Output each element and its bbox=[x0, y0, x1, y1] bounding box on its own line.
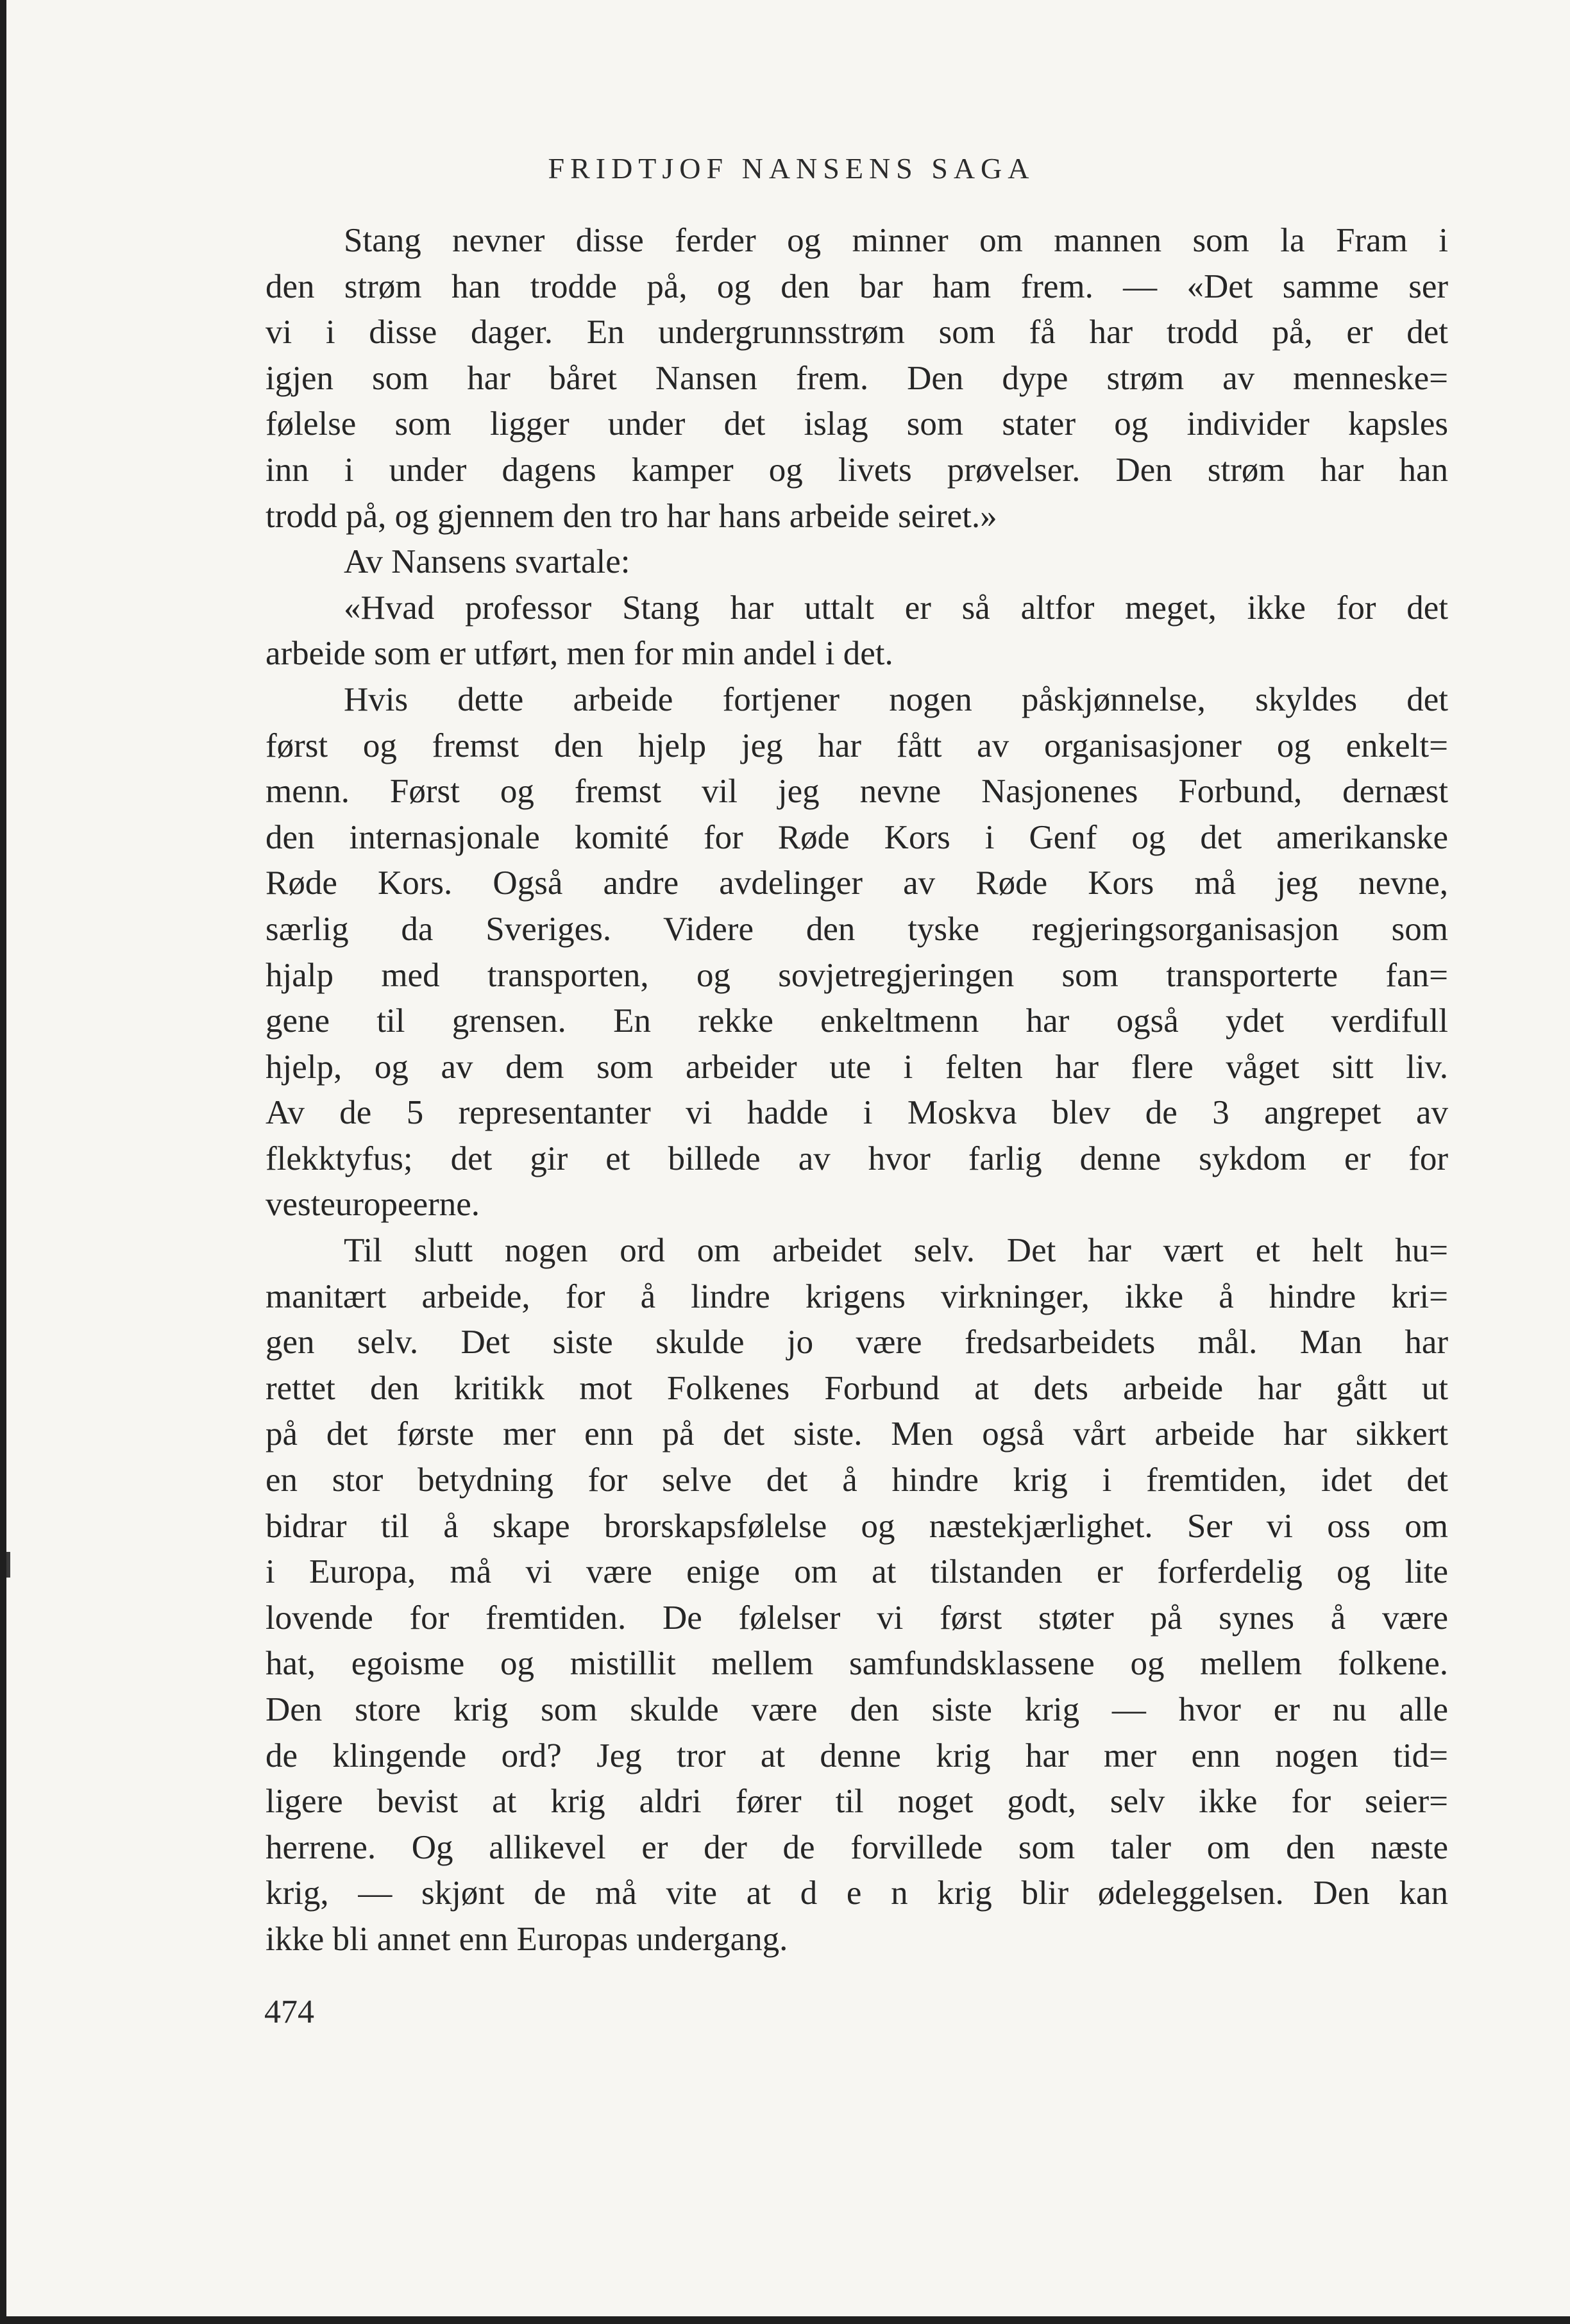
text-line: vi i disse dager. En undergrunnsstrøm som få har trodd på, er det bbox=[266, 314, 1448, 351]
text-line: ikke bli annet enn Europas undergang. bbox=[266, 1920, 788, 1958]
text-line: hat, egoisme og mistillit mellem samfundsklassene og mellem folkene. bbox=[266, 1645, 1448, 1683]
text-line: gen selv. Det siste skulde jo være fredsarbeidets mål. Man har bbox=[266, 1324, 1448, 1361]
text-line: Hvis dette arbeide fortjener nogen påskjønnelse, skyldes det bbox=[344, 680, 1448, 718]
text-line: gene til grensen. En rekke enkeltmenn har også ydet verdifull bbox=[266, 1002, 1448, 1040]
text-line: igjen som har båret Nansen frem. Den dype strøm av menneske= bbox=[266, 359, 1448, 397]
text-line: først og fremst den hjelp jeg har fått av organisasjoner og enkelt= bbox=[266, 727, 1448, 764]
text-line: rettet den kritikk mot Folkenes Forbund at dets arbeide har gått ut bbox=[266, 1369, 1448, 1407]
text-line: herrene. Og allikevel er der de forvillede som taler om den næste bbox=[266, 1828, 1448, 1866]
text-line: vesteuropeerne. bbox=[266, 1186, 480, 1224]
text-line: følelse som ligger under det islag som stater og individer kapsles bbox=[266, 405, 1448, 443]
running-head: FRIDTJOF NANSENS SAGA bbox=[548, 152, 1035, 185]
text-line: flekktyfus; det gir et billede av hvor farlig denne sykdom er for bbox=[266, 1140, 1448, 1177]
text-line: arbeide som er utført, men for min andel i det. bbox=[266, 635, 893, 673]
text-line: Stang nevner disse ferder og minner om mannen som la Fram i bbox=[344, 222, 1448, 259]
text-line: manitært arbeide, for å lindre krigens virkninger, ikke å hindre kri= bbox=[266, 1277, 1448, 1315]
text-line: menn. Først og fremst vil jeg nevne Nasjonenes Forbund, dernæst bbox=[266, 773, 1448, 811]
text-line: Av de 5 representanter vi hadde i Moskva blev de 3 angrepet av bbox=[266, 1094, 1448, 1132]
text-line: Av Nansens svartale: bbox=[344, 543, 630, 581]
text-line: lovende for fremtiden. De følelser vi først støter på synes å være bbox=[266, 1599, 1448, 1637]
text-line: krig, — skjønt de må vite at d e n krig blir ødeleggelsen. Den kan bbox=[266, 1874, 1448, 1912]
text-line: den strøm han trodde på, og den bar ham frem. — «Det samme ser bbox=[266, 267, 1448, 305]
text-line: i Europa, må vi være enige om at tilstanden er forferdelig og lite bbox=[266, 1553, 1448, 1591]
text-line: ligere bevist at krig aldri fører til noget godt, selv ikke for seier= bbox=[266, 1783, 1448, 1821]
text-line: bidrar til å skape brorskapsfølelse og næstekjærlighet. Ser vi oss om bbox=[266, 1507, 1448, 1545]
text-line: Til slutt nogen ord om arbeidet selv. Det har vært et helt hu= bbox=[344, 1232, 1448, 1270]
text-line: Røde Kors. Også andre avdelinger av Røde Kors må jeg nevne, bbox=[266, 864, 1448, 902]
text-line: «Hvad professor Stang har uttalt er så altfor meget, ikke for det bbox=[344, 589, 1448, 627]
text-line: den internasjonale komité for Røde Kors i Genf og det amerikanske bbox=[266, 818, 1448, 856]
scan-margin-mark bbox=[6, 1552, 10, 1578]
text-line: de klingende ord? Jeg tror at denne krig har mer enn nogen tid= bbox=[266, 1737, 1448, 1774]
text-line: på det første mer enn på det siste. Men også vårt arbeide har sikkert bbox=[266, 1415, 1448, 1453]
page-number: 474 bbox=[264, 1994, 314, 2030]
body-text bbox=[266, 218, 1448, 1963]
text-line: hjalp med transporten, og sovjetregjeringen som transporterte fan= bbox=[266, 956, 1448, 994]
text-line: hjelp, og av dem som arbeider ute i felten har flere våget sitt liv. bbox=[266, 1048, 1448, 1086]
text-line: en stor betydning for selve det å hindre krig i fremtiden, idet det bbox=[266, 1461, 1448, 1499]
text-line: særlig da Sveriges. Videre den tyske regjeringsorganisasjon som bbox=[266, 910, 1448, 948]
text-line: trodd på, og gjennem den tro har hans arbeide seiret.» bbox=[266, 497, 997, 535]
text-line: inn i under dagens kamper og livets prøvelser. Den strøm har han bbox=[266, 451, 1448, 489]
text-line: Den store krig som skulde være den siste krig — hvor er nu alle bbox=[266, 1691, 1448, 1728]
